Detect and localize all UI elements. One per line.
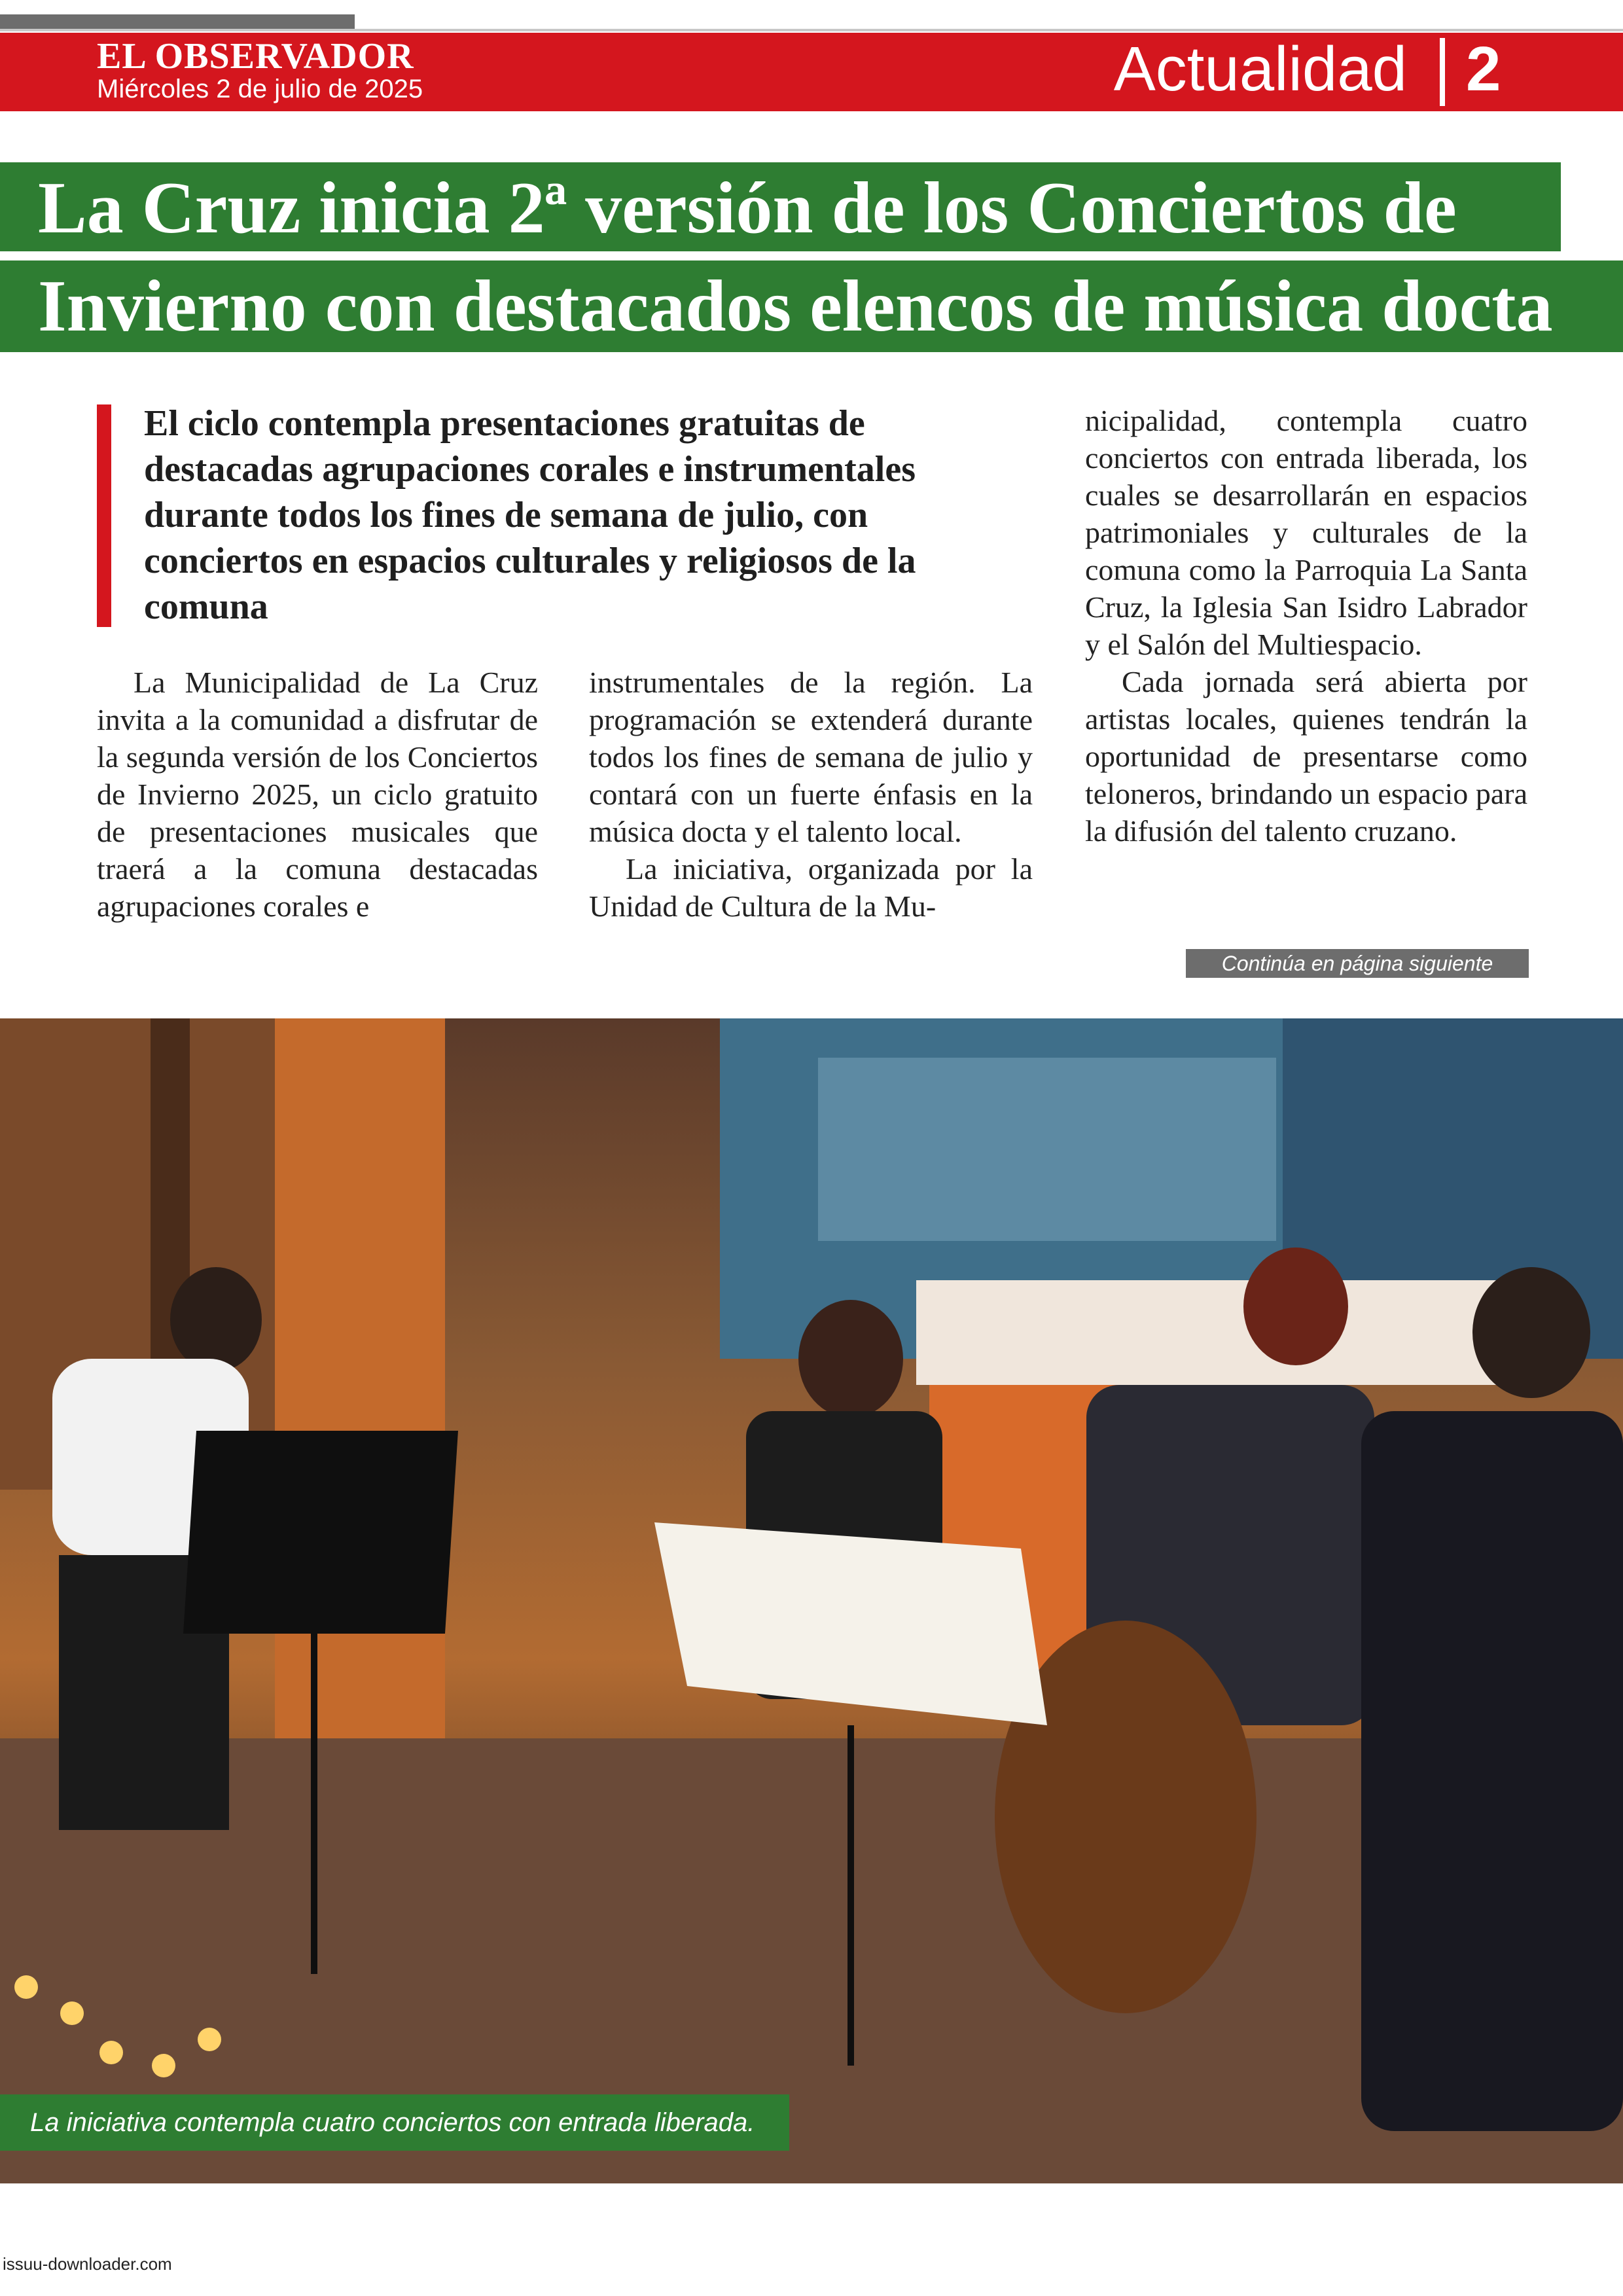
body-paragraph: instrumentales de la región. La programación se extenderá durante todos los fines de semana de julio y contará con un fuerte énfasis en la música docta y el talento local. bbox=[589, 666, 1033, 848]
body-paragraph: Cada jornada será abierta por artistas locales, quienes tendrán la oportunidad de presentarse como teloneros, brindando un espacio para la difusión del talento cruzano. bbox=[1085, 665, 1527, 848]
photo-caption: La iniciativa contempla cuatro conciertos con entrada liberada. bbox=[0, 2094, 789, 2151]
body-paragraph: La Municipalidad de La Cruz invita a la comunidad a disfrutar de la segunda versión de los Conciertos de Invierno 2025, un ciclo gratuito de presentaciones musicales que traerá a la comuna destacadas agrupaciones corales e bbox=[97, 666, 538, 923]
candle-light bbox=[60, 2001, 84, 2025]
masthead-title: EL OBSERVADOR bbox=[97, 36, 414, 77]
top-grey-bar bbox=[0, 14, 355, 29]
candle-light bbox=[198, 2028, 221, 2051]
page-number: 2 bbox=[1466, 34, 1501, 104]
music-stand-left bbox=[183, 1431, 458, 1634]
headline-line-1: La Cruz inicia 2ª versión de los Conciertos de bbox=[0, 162, 1561, 251]
violinist-head bbox=[170, 1267, 262, 1372]
concert-photo bbox=[0, 1018, 1623, 2183]
mural-panel bbox=[818, 1058, 1276, 1241]
watermark: issuu-downloader.com bbox=[3, 2254, 172, 2274]
continues-next-page-label: Continúa en página siguiente bbox=[1186, 949, 1529, 978]
masthead-date: Miércoles 2 de julio de 2025 bbox=[97, 75, 423, 103]
violist-head bbox=[1243, 1247, 1348, 1365]
lead-paragraph: El ciclo contempla presentaciones gratuitas de destacadas agrupaciones corales e instrumentales durante todos los fines de semana de julio, con conciertos en espacios culturales y religiosos de la comuna bbox=[144, 403, 916, 627]
second-violinist-head bbox=[798, 1300, 903, 1418]
article-column-3 bbox=[1085, 402, 1527, 850]
top-rule bbox=[0, 29, 1623, 31]
photo-illustration bbox=[0, 1018, 1623, 2183]
body-paragraph: nicipalidad, contempla cuatro conciertos con entrada liberada, los cuales se desarrollarán en espacios patrimoniales y culturales de la comuna como la Parroquia La Santa Cruz, la Iglesia San Isidro Labrador y el Salón del Multiespacio. bbox=[1085, 404, 1527, 661]
sheet-music bbox=[654, 1522, 1047, 1725]
lead-accent-bar bbox=[97, 404, 111, 627]
cellist-head bbox=[1472, 1267, 1590, 1398]
candle-light bbox=[152, 2054, 175, 2077]
cellist-dress bbox=[1361, 1411, 1623, 2131]
header-divider bbox=[1440, 38, 1445, 106]
headline-line-2: Invierno con destacados elencos de música docta bbox=[0, 260, 1623, 352]
body-paragraph: La iniciativa, organizada por la Unidad de Cultura de la Mu- bbox=[589, 852, 1033, 923]
article-column-1 bbox=[97, 664, 538, 925]
altar-cloth bbox=[916, 1280, 1505, 1385]
candle-light bbox=[14, 1975, 38, 1999]
section-title: Actualidad bbox=[1113, 34, 1407, 104]
article-column-2 bbox=[589, 664, 1033, 925]
candle-light bbox=[99, 2041, 123, 2064]
